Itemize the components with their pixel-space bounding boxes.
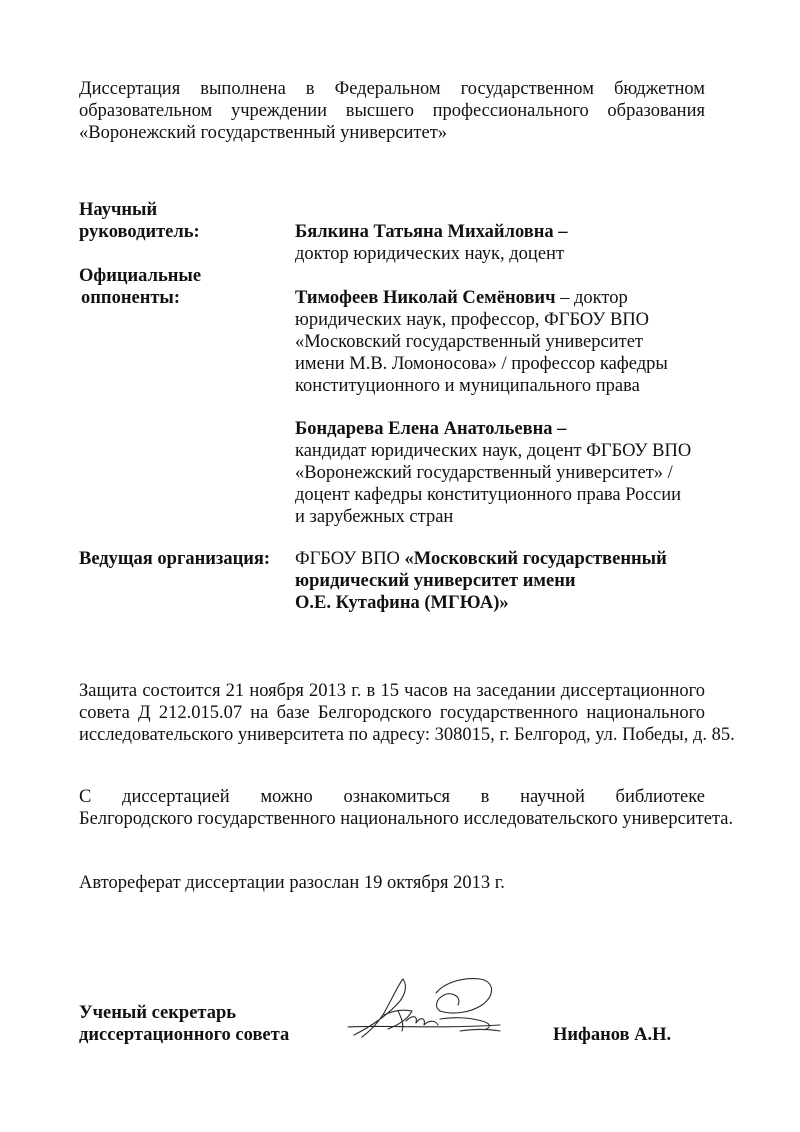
- intro-line-3: «Воронежский государственный университет»: [79, 123, 448, 143]
- opponent-1-line-1: юридических наук, профессор, ФГБОУ ВПО: [295, 310, 650, 330]
- secretary-label-2: диссертационного совета: [79, 1025, 290, 1045]
- leading-org-prefix: ФГБОУ ВПО: [295, 549, 405, 569]
- library-line-2: Белгородского государственного национального исследовательского университета.: [79, 809, 734, 829]
- opponents-label-2: оппоненты:: [81, 288, 181, 308]
- supervisor-label-1: Научный: [79, 200, 158, 220]
- opponent-2-name: Бондарева Елена Анатольевна –: [295, 419, 567, 439]
- leading-org-line-1: [295, 548, 667, 570]
- opponent-1-name-suffix: – доктор: [555, 288, 628, 308]
- leading-org-label: Ведущая организация:: [79, 549, 271, 569]
- library-line-1: С диссертацией можно ознакомиться в научной библиотеке: [79, 787, 705, 807]
- supervisor-degree: доктор юридических наук, доцент: [295, 244, 565, 264]
- secretary-label-1: Ученый секретарь: [79, 1003, 237, 1023]
- defense-line-1: Защита состоится 21 ноября 2013 г. в 15 часов на заседании диссертационного: [79, 681, 705, 701]
- opponent-2-line-1: кандидат юридических наук, доцент ФГБОУ ВПО: [295, 441, 692, 461]
- supervisor-label-2: руководитель:: [79, 222, 200, 242]
- supervisor-name: Бялкина Татьяна Михайловна –: [295, 222, 568, 242]
- intro-line-1: Диссертация выполнена в Федеральном государственном бюджетном: [79, 79, 705, 99]
- opponent-1-line-3: имени М.В. Ломоносова» / профессор кафедры: [295, 354, 668, 374]
- opponent-2-line-4: и зарубежных стран: [295, 507, 454, 527]
- opponents-label-1: Официальные: [79, 266, 202, 286]
- opponent-2-line-2: «Воронежский государственный университет» /: [295, 463, 673, 483]
- opponent-1-name: Тимофеев Николай Семёнович: [295, 288, 556, 308]
- signature-icon: [340, 975, 505, 1045]
- defense-line-3: исследовательского университета по адресу: 308015, г. Белгород, ул. Победы, д. 85.: [79, 725, 735, 745]
- secretary-name: Нифанов А.Н.: [553, 1025, 672, 1045]
- intro-line-2: образовательном учреждении высшего профессионального образования: [79, 101, 705, 121]
- opponent-1-heading: [295, 287, 628, 309]
- leading-org-line-2: юридический университет имени: [295, 571, 576, 591]
- opponent-1-line-2: «Московский государственный университет: [295, 332, 643, 352]
- leading-org-line-3: О.Е. Кутафина (МГЮА)»: [295, 593, 509, 613]
- leading-org-name-1: «Московский государственный: [404, 549, 667, 569]
- opponent-1-line-4: конституционного и муниципального права: [295, 376, 640, 396]
- opponent-2-line-3: доцент кафедры конституционного права России: [295, 485, 682, 505]
- defense-line-2: совета Д 212.015.07 на базе Белгородского государственного национального: [79, 703, 705, 723]
- abstract-sent-date: Автореферат диссертации разослан 19 октября 2013 г.: [79, 873, 505, 893]
